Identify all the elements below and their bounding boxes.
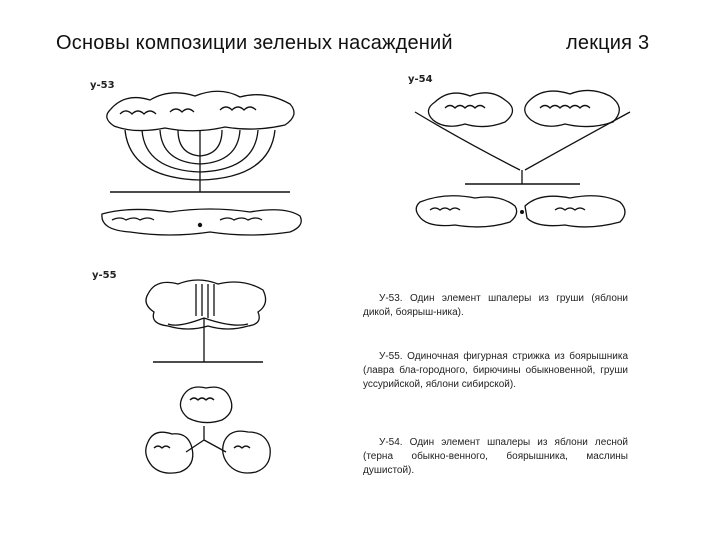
lecture-number: лекция 3 xyxy=(566,32,650,54)
figure-label-u54: у-54 xyxy=(408,74,433,85)
caption-u54: У-54. Один элемент шпалеры из яблони лесной (терна обыкно-венного, боярышника, маслины душистой). xyxy=(363,437,628,476)
trellis-element-u53-drawing xyxy=(90,70,310,245)
caption-u55: У-55. Одиночная фигурная стрижка из боярышника (лавра бла-городного, бирючины обыкновенной, груши уссурийской, яблони сибирской). xyxy=(363,351,628,390)
topiary-u55-drawing xyxy=(138,276,278,496)
figure-label-u53: у-53 xyxy=(90,80,115,91)
caption-u53: У-53. Один элемент шпалеры из груши (яблони дикой, боярыш-ника). xyxy=(363,293,628,318)
figure-label-u55: у-55 xyxy=(92,270,117,281)
trellis-element-u54-drawing xyxy=(405,82,640,237)
page-title: Основы композиции зеленых насаждений xyxy=(56,32,453,54)
